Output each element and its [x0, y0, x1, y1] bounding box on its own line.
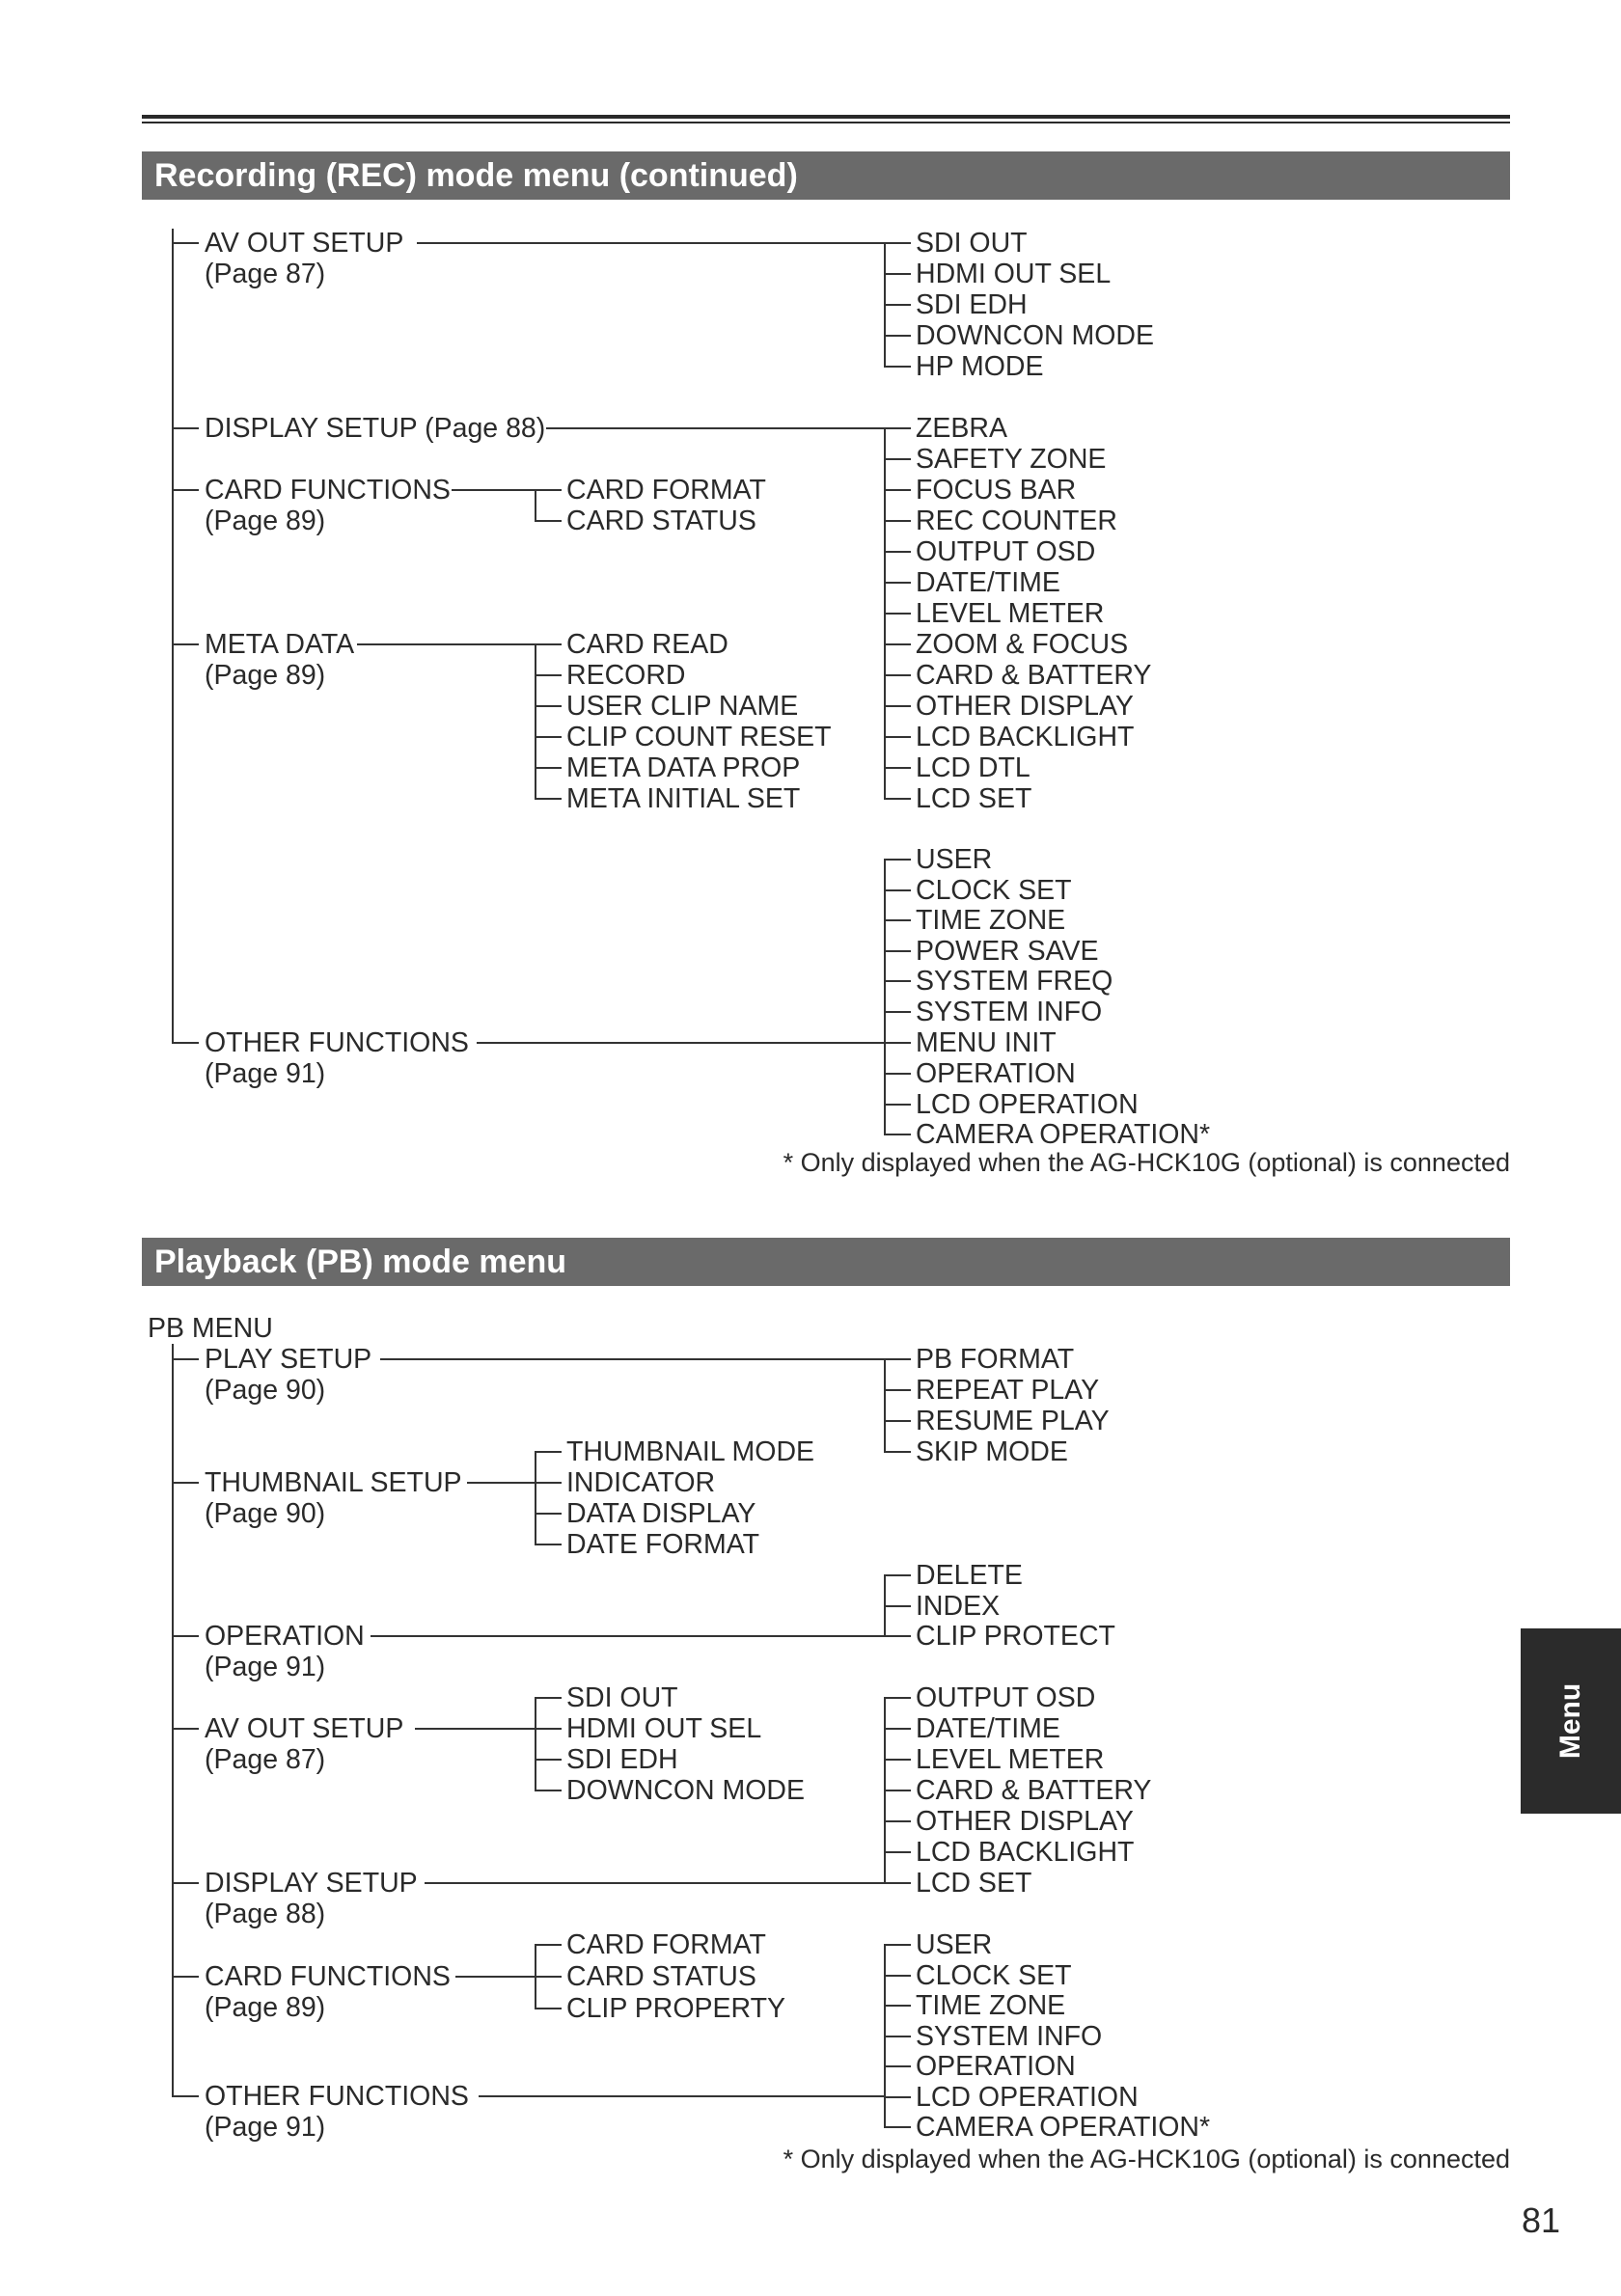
list-item: USER CLIP NAME: [566, 691, 799, 722]
pb-display-setup-page: (Page 88): [205, 1899, 326, 1929]
list-item: CARD FORMAT: [566, 1929, 766, 1960]
rec-other-functions-label: OTHER FUNCTIONS: [205, 1027, 469, 1058]
pb-trunk: [172, 1344, 174, 2096]
pb-av-out-setup-page: (Page 87): [205, 1744, 326, 1775]
list-item: OPERATION: [916, 2051, 1076, 2082]
list-item: DATE/TIME: [916, 567, 1060, 598]
pb-play-right-spine: [884, 1358, 886, 1452]
list-item: HDMI OUT SEL: [566, 1713, 762, 1744]
list-item: SDI EDH: [916, 289, 1028, 320]
rec-meta-spine: [535, 643, 536, 798]
list-item: CLIP PROTECT: [916, 1621, 1115, 1652]
pb-av-spine: [535, 1697, 536, 1790]
rec-other-functions-page: (Page 91): [205, 1058, 326, 1089]
list-item: META DATA PROP: [566, 752, 801, 783]
list-item: RECORD: [566, 660, 686, 691]
rec-trunk: [172, 229, 174, 1043]
list-item: THUMBNAIL MODE: [566, 1436, 815, 1467]
pb-section-header: Playback (PB) mode menu: [142, 1238, 1510, 1286]
page-number: 81: [1522, 2200, 1561, 2240]
rec-av-out-setup-page: (Page 87): [205, 259, 326, 289]
list-item: SDI OUT: [566, 1682, 678, 1713]
list-item: OPERATION: [916, 1058, 1076, 1089]
list-item: LCD DTL: [916, 752, 1030, 783]
pb-thumb-spine: [535, 1451, 536, 1544]
list-item: CLOCK SET: [916, 1960, 1072, 1991]
list-item: ZEBRA: [916, 413, 1008, 444]
list-item: DOWNCON MODE: [916, 320, 1154, 351]
list-item: ZOOM & FOCUS: [916, 629, 1129, 660]
rec-footnote: * Only displayed when the AG-HCK10G (optional) is connected: [783, 1148, 1510, 1177]
pb-card-functions-label: CARD FUNCTIONS: [205, 1961, 451, 1992]
list-item: LCD SET: [916, 783, 1032, 814]
pb-display-branch: [172, 1882, 199, 1884]
list-item: DATE FORMAT: [566, 1529, 760, 1560]
pb-operation-label: OPERATION: [205, 1621, 365, 1652]
list-item: OUTPUT OSD: [916, 536, 1096, 567]
list-item: SYSTEM INFO: [916, 2021, 1103, 2052]
list-item: LEVEL METER: [916, 1744, 1105, 1775]
list-item: SAFETY ZONE: [916, 444, 1107, 475]
pb-other-connector: [479, 2095, 884, 2097]
pb-thumbnail-setup-page: (Page 90): [205, 1498, 326, 1529]
list-item: USER: [916, 1929, 993, 1960]
pb-av-branch: [172, 1728, 199, 1730]
pb-card-connector: [455, 1976, 535, 1978]
list-item: INDEX: [916, 1591, 1001, 1622]
list-item: META INITIAL SET: [566, 783, 801, 814]
list-item: HDMI OUT SEL: [916, 259, 1112, 289]
list-item: SYSTEM INFO: [916, 997, 1103, 1027]
pb-play-connector: [380, 1358, 884, 1360]
list-item: LCD BACKLIGHT: [916, 722, 1135, 752]
rec-card-connector: [452, 489, 535, 491]
list-item: RESUME PLAY: [916, 1406, 1110, 1436]
pb-av-out-setup-label: AV OUT SETUP: [205, 1713, 404, 1744]
pb-other-functions-page: (Page 91): [205, 2112, 326, 2143]
list-item: LCD BACKLIGHT: [916, 1837, 1135, 1868]
pb-display-connector: [425, 1882, 884, 1884]
pb-play-setup-page: (Page 90): [205, 1375, 326, 1406]
rec-other-branch: [172, 1042, 199, 1044]
pb-display-setup-label: DISPLAY SETUP: [205, 1868, 418, 1899]
rec-section-header: Recording (REC) mode menu (continued): [142, 151, 1510, 200]
rec-display-setup-label: DISPLAY SETUP (Page 88): [205, 413, 546, 444]
rec-card-branch: [172, 489, 199, 491]
list-item: INDICATOR: [566, 1467, 716, 1498]
top-rule-thin: [142, 122, 1510, 123]
pb-operation-page: (Page 91): [205, 1652, 326, 1682]
rec-card-functions-label: CARD FUNCTIONS: [205, 475, 451, 506]
rec-av-connector: [417, 242, 884, 244]
list-item: REPEAT PLAY: [916, 1375, 1100, 1406]
pb-play-setup-label: PLAY SETUP: [205, 1344, 372, 1375]
list-item: SDI OUT: [916, 228, 1028, 259]
list-item: CAMERA OPERATION*: [916, 1119, 1211, 1150]
menu-side-tab-label: Menu: [1554, 1682, 1586, 1760]
list-item: TIME ZONE: [916, 905, 1066, 936]
rec-card-spine: [535, 489, 536, 520]
list-item: USER: [916, 844, 993, 875]
rec-meta-data-page: (Page 89): [205, 660, 326, 691]
list-item: TIME ZONE: [916, 1990, 1066, 2021]
list-item: DATA DISPLAY: [566, 1498, 756, 1529]
list-item: PB FORMAT: [916, 1344, 1075, 1375]
pb-thumbnail-setup-label: THUMBNAIL SETUP: [205, 1467, 462, 1498]
rec-other-right-spine: [884, 859, 886, 1134]
list-item: LCD OPERATION: [916, 2082, 1139, 2113]
list-item: OTHER DISPLAY: [916, 691, 1134, 722]
list-item: SKIP MODE: [916, 1436, 1068, 1467]
pb-card-functions-page: (Page 89): [205, 1992, 326, 2023]
pb-other-functions-label: OTHER FUNCTIONS: [205, 2081, 469, 2112]
pb-menu-root: PB MENU: [148, 1313, 273, 1344]
pb-av-connector: [415, 1728, 535, 1730]
rec-meta-data-label: META DATA: [205, 629, 355, 660]
list-item: CARD STATUS: [566, 506, 756, 536]
rec-display-connector: [546, 427, 884, 429]
pb-thumb-connector: [467, 1482, 535, 1484]
menu-side-tab[interactable]: [1521, 1628, 1621, 1814]
list-item: CAMERA OPERATION*: [916, 2112, 1211, 2143]
list-item: CARD & BATTERY: [916, 660, 1152, 691]
pb-other-branch: [172, 2095, 199, 2097]
pb-footnote: * Only displayed when the AG-HCK10G (optional) is connected: [783, 2145, 1510, 2173]
rec-card-functions-page: (Page 89): [205, 506, 326, 536]
rec-av-out-setup-label: AV OUT SETUP: [205, 228, 404, 259]
list-item: DOWNCON MODE: [566, 1775, 805, 1806]
rec-meta-connector: [357, 643, 535, 645]
top-rule-thick: [142, 115, 1510, 119]
rec-meta-branch: [172, 643, 199, 645]
list-item: DELETE: [916, 1560, 1023, 1591]
list-item: POWER SAVE: [916, 936, 1099, 967]
list-item: CARD READ: [566, 629, 728, 660]
list-item: FOCUS BAR: [916, 475, 1077, 506]
list-item: DATE/TIME: [916, 1713, 1060, 1744]
list-item: CARD & BATTERY: [916, 1775, 1152, 1806]
list-item: CLIP COUNT RESET: [566, 722, 832, 752]
list-item: OTHER DISPLAY: [916, 1806, 1134, 1837]
list-item: REC COUNTER: [916, 506, 1118, 536]
list-item: OUTPUT OSD: [916, 1682, 1096, 1713]
list-item: CLOCK SET: [916, 875, 1072, 906]
list-item: CLIP PROPERTY: [566, 1993, 786, 2024]
pb-thumb-branch: [172, 1482, 199, 1484]
pb-operation-connector: [371, 1635, 884, 1637]
list-item: SDI EDH: [566, 1744, 678, 1775]
pb-operation-branch: [172, 1635, 199, 1637]
list-item: HP MODE: [916, 351, 1044, 382]
pb-play-branch: [172, 1358, 199, 1360]
list-item: LCD SET: [916, 1868, 1032, 1899]
list-item: CARD STATUS: [566, 1961, 756, 1992]
list-item: CARD FORMAT: [566, 475, 766, 506]
pb-card-branch: [172, 1976, 199, 1978]
rec-display-branch: [172, 427, 199, 429]
rec-other-connector: [477, 1042, 884, 1044]
list-item: SYSTEM FREQ: [916, 966, 1113, 997]
list-item: LCD OPERATION: [916, 1089, 1139, 1120]
list-item: MENU INIT: [916, 1027, 1057, 1058]
rec-av-branch: [172, 242, 199, 244]
list-item: LEVEL METER: [916, 598, 1105, 629]
